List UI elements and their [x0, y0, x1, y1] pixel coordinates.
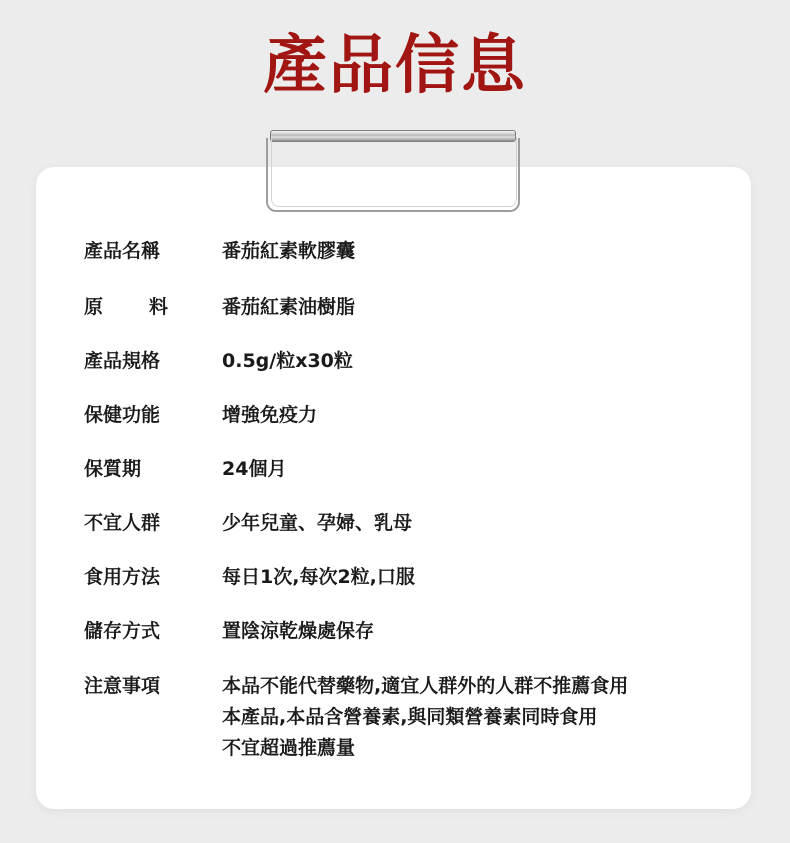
row-label: 產品名稱	[84, 240, 161, 262]
row-value-line: 少年兒童、孕婦、乳母	[222, 512, 413, 534]
row-value-line: 24個月	[222, 458, 287, 480]
row-value	[222, 293, 355, 321]
row-value	[222, 617, 374, 645]
row-value-line: 增強免疫力	[222, 404, 318, 426]
row-value	[222, 509, 412, 537]
product-info-card	[36, 167, 751, 809]
row-value-line: 本產品,本品含營養素,與同類營養素同時食用	[222, 706, 598, 728]
row-label: 保健功能	[84, 404, 161, 426]
row-label-part: 料	[148, 296, 168, 318]
row-label-part: 原	[84, 296, 104, 318]
row-label: 食用方法	[84, 566, 161, 588]
row-value-line: 番茄紅素軟膠囊	[222, 240, 356, 262]
row-label: 注意事項	[84, 675, 161, 697]
row-value	[222, 401, 317, 429]
row-label: 保質期	[84, 458, 142, 480]
row-value-line: 番茄紅素油樹脂	[222, 296, 356, 318]
page-title: 產品信息	[263, 29, 527, 103]
row-value-line: 置陰涼乾燥處保存	[222, 620, 375, 642]
row-label	[84, 293, 168, 321]
clipboard-clip-icon	[266, 130, 520, 212]
row-value-line: 本品不能代替藥物,適宜人群外的人群不推薦食用	[222, 675, 629, 697]
row-value	[222, 563, 415, 591]
product-info-list	[36, 167, 751, 809]
row-value-line: 0.5g/粒x30粒	[222, 350, 353, 372]
row-value	[222, 455, 286, 483]
row-value	[222, 672, 628, 762]
row-label: 儲存方式	[84, 620, 161, 642]
row-value	[222, 347, 353, 375]
row-value-line: 不宜超過推薦量	[222, 737, 356, 759]
title-bar	[0, 30, 790, 102]
clip-frame	[266, 138, 520, 212]
row-label: 不宜人群	[84, 512, 161, 534]
row-value	[222, 237, 355, 265]
row-value-line: 每日1次,每次2粒,口服	[222, 566, 415, 588]
row-label: 產品規格	[84, 350, 161, 372]
